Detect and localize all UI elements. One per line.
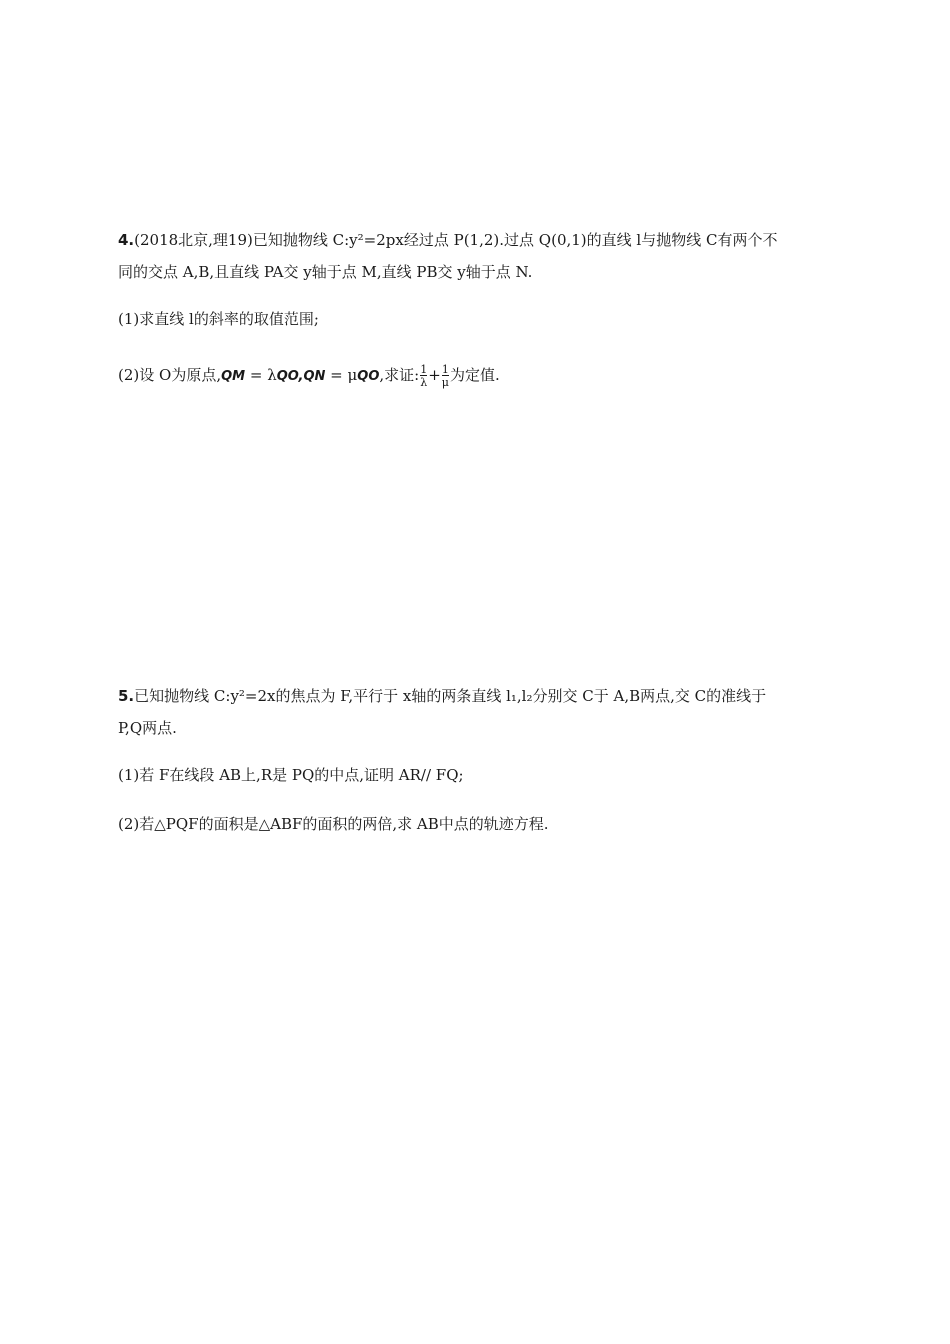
problem-5-part-2: (2)若△PQF的面积是△ABF的面积的两倍,求 AB中点的轨迹方程.: [118, 815, 549, 833]
equals-mu: = μ: [325, 366, 358, 384]
fraction-2-numerator: 1: [441, 363, 449, 376]
part-2-mid: ,求证:: [379, 366, 420, 384]
fraction-2-denominator: μ: [441, 376, 449, 389]
vector-qo: QO: [357, 369, 380, 384]
problem-4-text-1: (2018北京,理19)已知抛物线 C:y²=2px经过点 P(1,2).过点 Q(0,1)的直线 l与抛物线 C有两个不: [134, 231, 778, 249]
plus-sign: +: [428, 366, 441, 384]
problem-5-line-2: P,Q两点.: [118, 719, 177, 737]
vector-qm: QM: [221, 369, 246, 384]
vector-qo-qn: QO,QN: [276, 369, 326, 384]
part-2-suffix: 为定值.: [449, 366, 500, 384]
problem-5-line-1: [118, 686, 766, 706]
fraction-one-over-lambda: [420, 364, 427, 388]
fraction-1-numerator: 1: [420, 363, 428, 376]
problem-4-part-2: [118, 364, 500, 388]
problem-5-number: 5.: [118, 687, 135, 705]
problem-5-text-1: 已知抛物线 C:y²=2x的焦点为 F,平行于 x轴的两条直线 l₁,l₂分别交 C于 A,B两点,交 C的准线于: [134, 687, 767, 705]
part-2-prefix: (2)设 O为原点,: [118, 366, 222, 384]
fraction-1-denominator: λ: [420, 376, 428, 389]
equals-lambda: = λ: [245, 366, 277, 384]
problem-5-part-1: (1)若 F在线段 AB上,R是 PQ的中点,证明 AR// FQ;: [118, 766, 464, 784]
problem-4-line-1: [118, 230, 777, 250]
problem-4-line-2: 同的交点 A,B,且直线 PA交 y轴于点 M,直线 PB交 y轴于点 N.: [118, 263, 533, 281]
fraction-one-over-mu: [442, 364, 449, 388]
problem-4-part-1: (1)求直线 l的斜率的取值范围;: [118, 310, 319, 328]
problem-4-number: 4.: [118, 231, 135, 249]
